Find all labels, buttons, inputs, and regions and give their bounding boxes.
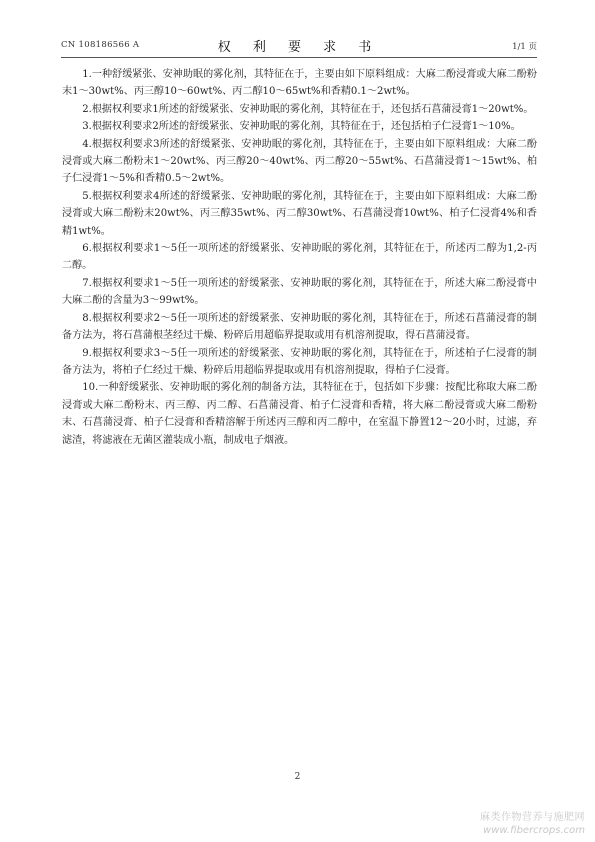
claim-5: 5.根据权利要求4所述的舒缓紧张、安神助眠的雾化剂，其特征在于，主要由如下原料组成：大麻二酚浸膏或大麻二酚粉末20wt%、丙三醇35wt%、丙二醇30wt%、石菖蒲浸膏10wt%、柏子仁浸膏4%和香精1wt%。 [62, 190, 537, 237]
watermark-site-name: 麻类作物营养与施肥网 [480, 812, 585, 823]
document-number: CN 108186566 A [61, 40, 140, 50]
claim-10: 10.一种舒缓紧张、安神助眠的雾化剂的制备方法，其特征在于，包括如下步骤：按配比称取大麻二酚浸膏或大麻二酚粉末、丙三醇、丙二醇、石菖蒲浸膏、柏子仁浸膏和香精，将大麻二酚浸膏或大麻二酚粉末、石菖蒲浸膏、柏子仁浸膏和香精溶解于所述丙三醇和丙二醇中，在室温下静置12～20小时，过滤，弃滤渣，将滤液在无菌区灌装成小瓶，制成电子烟液。 [62, 382, 537, 446]
claim-7: 7.根据权利要求1～5任一项所述的舒缓紧张、安神助眠的雾化剂，其特征在于，所述大麻二酚浸膏中大麻二酚的含量为3～99wt%。 [62, 277, 537, 307]
claim-6: 6.根据权利要求1～5任一项所述的舒缓紧张、安神助眠的雾化剂，其特征在于，所述丙二醇为1,2-丙二醇。 [62, 243, 537, 272]
site-watermark [480, 808, 585, 836]
document-title: 权 利 要 求 书 [217, 40, 381, 55]
claim-1: 1.一种舒缓紧张、安神助眠的雾化剂，其特征在于，主要由如下原料组成：大麻二酚浸膏或大麻二酚粉末1～30wt%、丙三醇10～60wt%、丙二醇10～65wt%和香精0.1～2wt%。 [62, 69, 537, 98]
claim-8: 8.根据权利要求2～5任一项所述的舒缓紧张、安神助眠的雾化剂，其特征在于，所述石菖蒲浸膏的制备方法为，将石菖蒲根茎经过干燥、粉碎后用超临界提取或用有机溶剂提取，得石菖蒲浸膏。 [62, 312, 537, 342]
claim-9: 9.根据权利要求3～5任一项所述的舒缓紧张、安神助眠的雾化剂，其特征在于，所述柏子仁浸膏的制备方法为，将柏子仁经过干燥、粉碎后用超临界提取或用有机溶剂提取，得柏子仁浸膏。 [62, 347, 537, 376]
header-divider [61, 57, 537, 58]
page-header [61, 36, 537, 56]
claim-2: 2.根据权利要求1所述的舒缓紧张、安神助眠的雾化剂，其特征在于，还包括石菖蒲浸膏1～20wt%。 [82, 103, 534, 115]
page-count: 1/1 页 [512, 42, 537, 52]
claims-list [62, 66, 537, 449]
claim-4: 4.根据权利要求3所述的舒缓紧张、安神助眠的雾化剂，其特征在于，主要由如下原料组成：大麻二酚浸膏或大麻二酚粉末1～20wt%、丙三醇20～40wt%、丙二醇20～55wt%、石菖蒲浸膏1～15wt%、柏子仁浸膏1～5%和香精0.5～2wt%。 [62, 138, 537, 185]
watermark-url: www.fibercrops.com [483, 825, 585, 836]
page-number: 2 [294, 772, 301, 782]
claim-3: 3.根据权利要求2所述的舒缓紧张、安神助眠的雾化剂，其特征在于，还包括柏子仁浸膏1～10%。 [82, 121, 521, 133]
